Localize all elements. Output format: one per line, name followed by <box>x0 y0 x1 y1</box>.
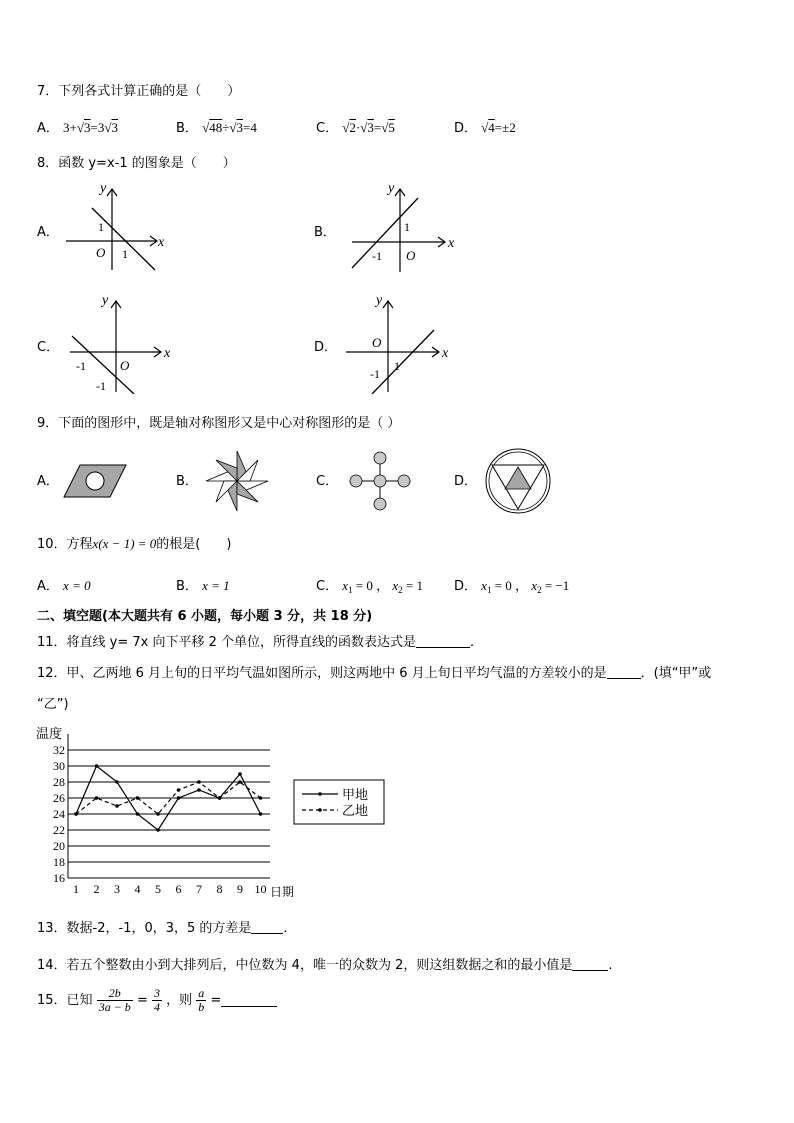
legend-box <box>294 780 384 824</box>
fraction-3-over-4: $\frac{3}{4}$ <box>153 986 160 1014</box>
series-1-point <box>136 812 140 816</box>
svg-text:1: 1 <box>122 247 128 261</box>
y-tick-label: 26 <box>53 791 65 805</box>
svg-text:x: x <box>158 235 165 250</box>
q7-option-b: B． √48÷√3=4 <box>176 120 257 136</box>
q9-d-letter: D． <box>454 474 478 489</box>
svg-text:-1: -1 <box>370 367 380 381</box>
q7-option-a <box>37 120 118 137</box>
q9-a-letter: A． <box>37 474 59 489</box>
q13-answer-blank <box>251 921 283 934</box>
q14-answer-blank <box>572 958 608 971</box>
x-tick-label: 10 <box>254 882 267 896</box>
x-tick-label: 8 <box>216 882 223 896</box>
svg-text:1: 1 <box>404 220 410 234</box>
q7-option-c: C． √2·√3=√5 <box>316 120 395 136</box>
q12-line1: 12．甲、乙两地 6 月上旬的日平均气温如图所示，则这两地中 6 月上旬日平均气温的方差较小的是 ．(填“甲”或 <box>37 666 712 681</box>
series-2-point <box>197 780 201 784</box>
series-1-point <box>177 796 181 800</box>
circles-cross-figure <box>346 450 414 512</box>
q10-stem: 10．方程x(x − 1) = 0的根是( ) <box>37 536 232 552</box>
legend-marker <box>318 792 322 796</box>
series-1-point <box>156 828 160 832</box>
svg-text:x: x <box>442 346 449 361</box>
series-2-point <box>259 796 263 800</box>
q9-b-letter: B． <box>176 474 198 489</box>
q10-option-c: C． $x_1 = 0$ ， $x_2 = 1$ <box>316 578 423 595</box>
q10-option-a: A． x = 0 <box>37 578 91 594</box>
svg-text:O: O <box>120 358 130 373</box>
q12-line2: “乙”) <box>37 697 69 712</box>
svg-text:x: x <box>448 236 455 251</box>
y-tick-label: 16 <box>53 871 65 885</box>
q12-answer-blank <box>607 666 641 679</box>
x-tick-label: 6 <box>175 882 182 896</box>
circle-triangle-figure <box>484 447 552 515</box>
chart-legend <box>294 780 384 824</box>
svg-text:O: O <box>96 245 106 260</box>
q8-graph-a <box>60 180 172 274</box>
q7-option-d: D． √4=±2 <box>454 120 516 136</box>
x-tick-label: 5 <box>155 882 161 896</box>
y-tick-label: 32 <box>53 743 65 757</box>
series-2-point <box>177 788 181 792</box>
svg-text:-1: -1 <box>76 359 86 373</box>
svg-text:O: O <box>406 248 416 263</box>
sqrt-icon: √ <box>76 120 85 135</box>
svg-text:y: y <box>102 293 109 308</box>
series-2-point <box>218 796 222 800</box>
svg-text:-1: -1 <box>96 379 106 393</box>
svg-text:y: y <box>388 181 395 196</box>
series-2-point <box>156 812 160 816</box>
q8-graph-b <box>346 180 462 274</box>
q11: 11．将直线 y= 7x 向下平移 2 个单位，所得直线的函数表达式是 . <box>37 635 475 650</box>
q15-answer-blank <box>221 994 277 1007</box>
section-2-heading: 二、填空题(本大题共有 6 小题，每小题 3 分，共 18 分) <box>37 609 373 624</box>
q10-option-b: B． x = 1 <box>176 578 230 594</box>
q10-option-d: D． $x_1 = 0$ ， $x_2 = -1$ <box>454 578 570 595</box>
svg-text:1: 1 <box>98 220 104 234</box>
svg-text:x: x <box>164 346 171 361</box>
q10-equation: x(x − 1) = 0 <box>92 536 157 551</box>
pinwheel-figure <box>204 449 270 513</box>
series-2-point <box>74 812 78 816</box>
x-tick-label: 2 <box>93 882 100 896</box>
q11-answer-blank <box>416 635 470 648</box>
q13: 13．数据-2，-1，0，3，5 的方差是 . <box>37 921 288 936</box>
x-tick-label: 4 <box>134 882 141 896</box>
x-tick-label: 7 <box>196 882 202 896</box>
q8-a-letter: A． <box>37 225 59 240</box>
y-tick-label: 22 <box>53 823 65 837</box>
chart-y-label: 温度 <box>36 726 63 741</box>
svg-text:1: 1 <box>394 359 400 373</box>
chart-x-label: 日期 <box>270 885 295 899</box>
q7-a-letter: A． <box>37 121 59 136</box>
svg-text:-1: -1 <box>372 249 382 263</box>
svg-text:y: y <box>100 181 107 196</box>
legend-marker <box>318 808 322 812</box>
q8-stem: 8．函数 y=x-1 的图象是（ ） <box>37 156 236 171</box>
fraction-2b-over-3a-b: $\frac{2b}{3a - b}$ <box>98 986 131 1014</box>
y-tick-label: 20 <box>53 839 65 853</box>
x-tick-label: 3 <box>114 882 120 896</box>
legend-label: 乙地 <box>342 803 369 818</box>
series-1-point <box>259 812 263 816</box>
y-tick-label: 18 <box>53 855 65 869</box>
series-2-point <box>136 796 140 800</box>
series-2-point <box>115 804 119 808</box>
svg-text:y: y <box>376 293 383 308</box>
q14: 14．若五个整数由小到大排列后，中位数为 4，唯一的众数为 2，则这组数据之和的最小值是 . <box>37 958 613 973</box>
y-tick-label: 28 <box>53 775 65 789</box>
q8-d-letter: D． <box>314 340 338 355</box>
series-1-point <box>197 788 201 792</box>
parallelogram-circle-figure <box>62 462 128 500</box>
svg-text:O: O <box>372 335 382 350</box>
y-tick-label: 24 <box>53 807 65 821</box>
q7-a-expr: 3+√3=3√3 <box>63 120 119 135</box>
series-1-point <box>115 780 119 784</box>
legend-label: 甲地 <box>342 787 369 802</box>
series-1-point <box>95 764 99 768</box>
temperature-line-chart <box>30 720 410 902</box>
q7-stem: 7．下列各式计算正确的是（ ） <box>37 84 241 99</box>
x-tick-label: 9 <box>237 882 243 896</box>
q9-c-letter: C． <box>316 474 339 489</box>
q15: 15．已知 $\frac{2b}{3a - b}$ = $\frac{3}{4}$ ，则 $\frac{a}{b}$ = <box>37 986 277 1016</box>
q9-stem: 9．下面的图形中，既是轴对称图形又是中心对称图形的是（ ） <box>37 416 401 431</box>
series-2-point <box>95 796 99 800</box>
q8-c-letter: C． <box>37 340 60 355</box>
q8-graph-c <box>66 290 178 394</box>
series-2-point <box>238 780 242 784</box>
q8-b-letter: B． <box>314 225 336 240</box>
x-tick-label: 1 <box>73 882 79 896</box>
series-1-point <box>238 772 242 776</box>
q8-graph-d <box>342 290 458 394</box>
y-tick-label: 30 <box>53 759 65 773</box>
fraction-a-over-b: $\frac{a}{b}$ <box>198 986 205 1014</box>
